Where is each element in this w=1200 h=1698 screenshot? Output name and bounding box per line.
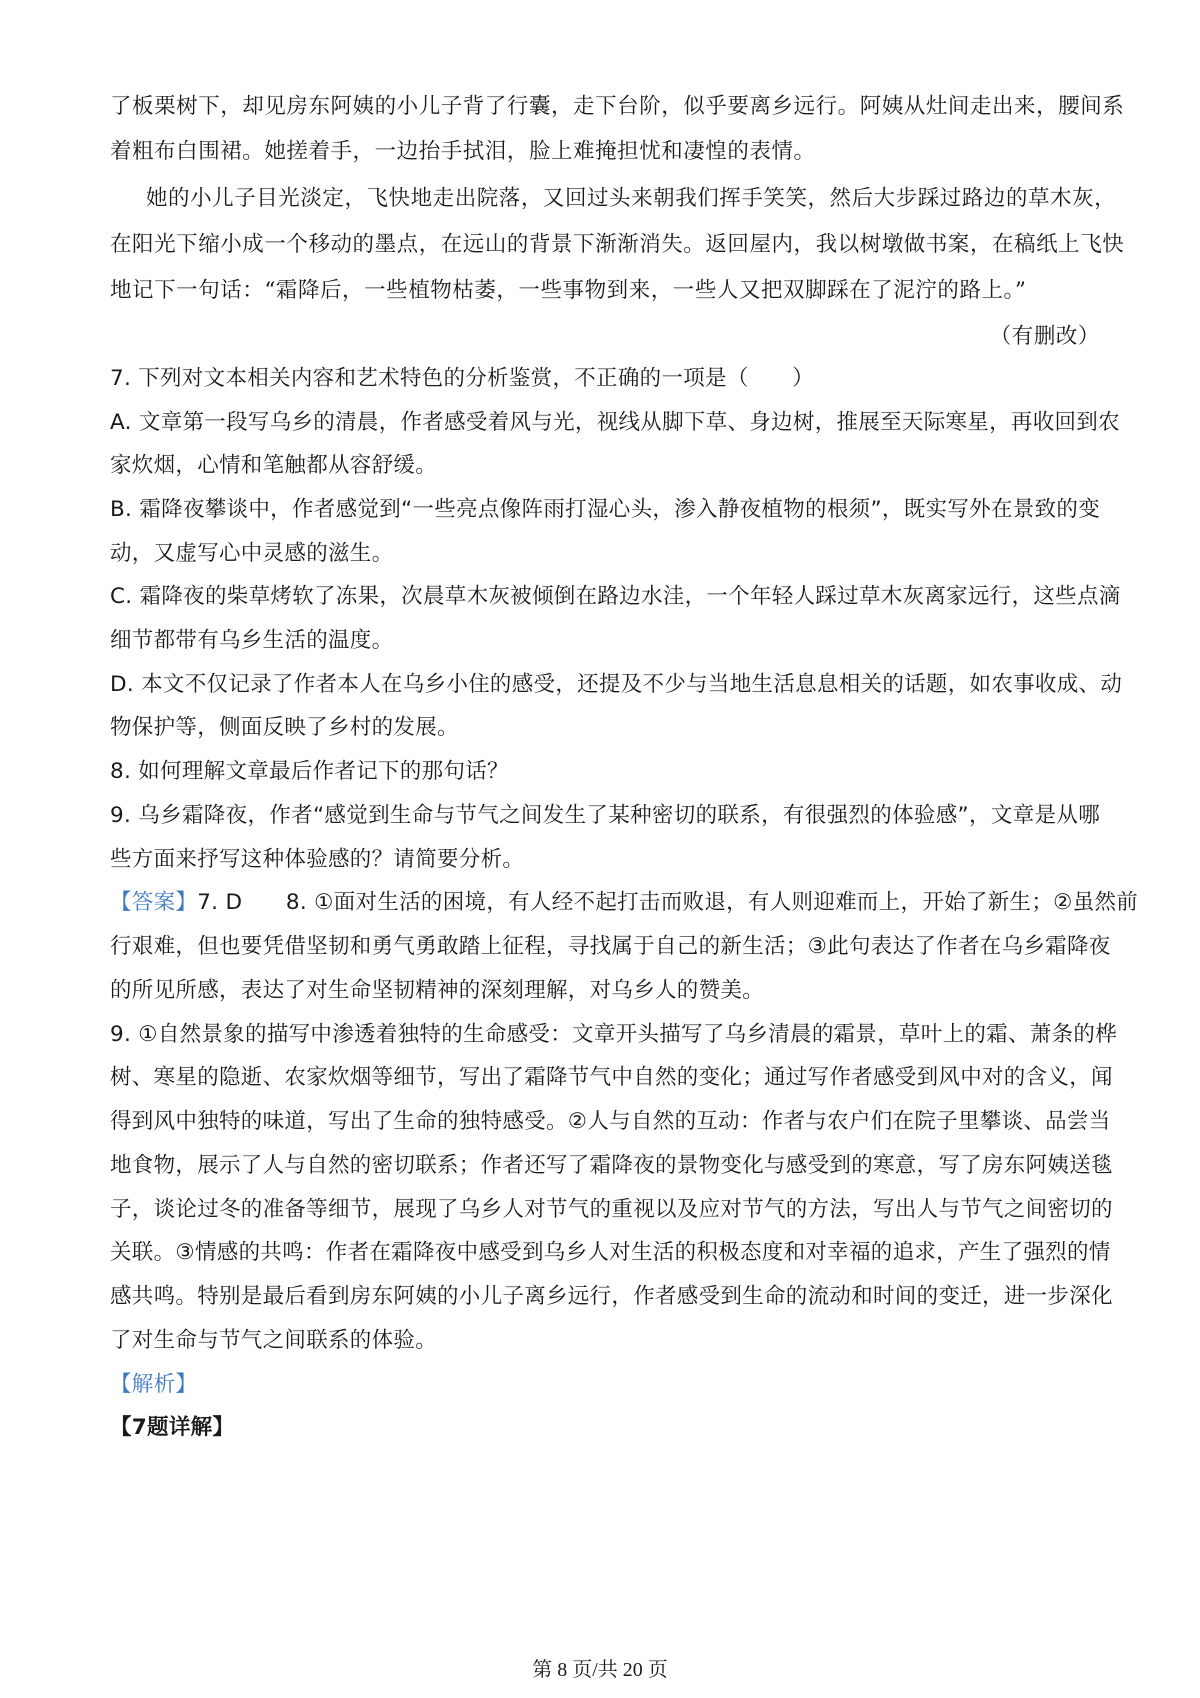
question-9-line-2: 些方面来抒写这种体验感的？请简要分析。 — [110, 847, 525, 872]
passage-line-3: 她的小儿子目光淡定，飞快地走出院落，又回过头来朝我们挥手笑笑，然后大步踩过路边的草木灰， — [146, 186, 1117, 211]
passage-line-2: 着粗布白围裙。她搓着手，一边抬手拭泪，脸上难掩担忧和凄惶的表情。 — [110, 139, 816, 164]
answer-q9-line-2: 树、寒星的隐逝、农家炊烟等细节，写出了霜降节气中自然的变化；通过写作者感受到风中对的含义，闻 — [110, 1065, 1113, 1090]
answer-tag: 【答案】 — [110, 890, 198, 915]
question-7-option-d-line-2: 物保护等，侧面反映了乡村的发展。 — [110, 715, 459, 740]
analysis-tag: 【解析】 — [110, 1372, 198, 1397]
analysis-detail-heading: 【7题详解】 — [110, 1415, 235, 1440]
answer-q9-line-3: 得到风中独特的味道，写出了生命的独特感受。②人与自然的互动：作者与农户们在院子里攀谈、品尝当 — [110, 1109, 1111, 1134]
question-7-option-a-line-2: 家炊烟，心情和笔触都从容舒缓。 — [110, 453, 438, 478]
question-7-stem: 7. 下列对文本相关内容和艺术特色的分析鉴赏，不正确的一项是（ ） — [110, 366, 815, 391]
question-7-option-c-line-2: 细节都带有乌乡生活的温度。 — [110, 628, 394, 653]
passage-line-1: 了板栗树下，却见房东阿姨的小儿子背了行囊，走下台阶，似乎要离乡远行。阿姨从灶间走出来，腰间系 — [110, 94, 1125, 119]
answer-q9-line-5: 子，谈论过冬的准备等细节，展现了乌乡人对节气的重视以及应对节气的方法，写出人与节气之间密切的 — [110, 1197, 1113, 1222]
passage-line-4: 在阳光下缩小成一个移动的墨点，在远山的背景下渐渐消失。返回屋内，我以树墩做书案，在稿纸上飞快 — [110, 232, 1125, 257]
page-footer: 第 8 页/共 20 页 — [532, 1659, 668, 1681]
question-7-option-c-line-1: C. 霜降夜的柴草烤软了冻果，次晨草木灰被倾倒在路边水洼，一个年轻人踩过草木灰离家远行，这些点滴 — [110, 584, 1121, 609]
answer-q9-line-6: 关联。③情感的共鸣：作者在霜降夜中感受到乌乡人对生活的积极态度和对幸福的追求，产生了强烈的情 — [110, 1240, 1111, 1265]
answer-q9-line-1: 9. ①自然景象的描写中渗透着独特的生命感受：文章开头描写了乌乡清晨的霜景，草叶上的霜、萧条的桦 — [110, 1022, 1118, 1047]
answer-line-2: 行艰难，但也要凭借坚韧和勇气勇敢踏上征程，寻找属于自己的新生活；③此句表达了作者在乌乡霜降夜 — [110, 934, 1111, 959]
question-7-option-b-line-1: B. 霜降夜攀谈中，作者感觉到“一些亮点像阵雨打湿心头，渗入静夜植物的根须”，既实写外在景致的变 — [110, 497, 1100, 522]
question-8: 8. 如何理解文章最后作者记下的那句话？ — [110, 759, 509, 784]
answer-q9-line-8: 了对生命与节气之间联系的体验。 — [110, 1328, 438, 1353]
answer-line-1 — [110, 888, 1139, 918]
question-7-option-d-line-1: D. 本文不仅记录了作者本人在乌乡小住的感受，还提及不少与当地生活息息相关的话题，如农事收成、动 — [110, 672, 1123, 697]
question-7-option-a-line-1: A. 文章第一段写乌乡的清晨，作者感受着风与光，视线从脚下草、身边树，推展至天际寒星，再收回到农 — [110, 410, 1120, 435]
passage-note: （有删改） — [989, 324, 1100, 349]
answer-q9-line-4: 地食物，展示了人与自然的密切联系；作者还写了霜降夜的景物变化与感受到的寒意，写了房东阿姨送毯 — [110, 1153, 1113, 1178]
answer-line-1-text: 7. D 8. ①面对生活的困境，有人经不起打击而败退，有人则迎难而上，开始了新生；②虽然前 — [197, 890, 1139, 915]
passage-line-5: 地记下一句话：“霜降后，一些植物枯萎，一些事物到来，一些人又把双脚踩在了泥泞的路上。” — [110, 278, 1027, 303]
question-9-line-1: 9. 乌乡霜降夜，作者“感觉到生命与节气之间发生了某种密切的联系，有很强烈的体验感”，文章是从哪 — [110, 803, 1100, 828]
answer-q9-line-7: 感共鸣。特别是最后看到房东阿姨的小儿子离乡远行，作者感受到生命的流动和时间的变迁，进一步深化 — [110, 1284, 1113, 1309]
answer-line-3: 的所见所感，表达了对生命坚韧精神的深刻理解，对乌乡人的赞美。 — [110, 978, 765, 1003]
question-7-option-b-line-2: 动，又虚写心中灵感的滋生。 — [110, 541, 394, 566]
